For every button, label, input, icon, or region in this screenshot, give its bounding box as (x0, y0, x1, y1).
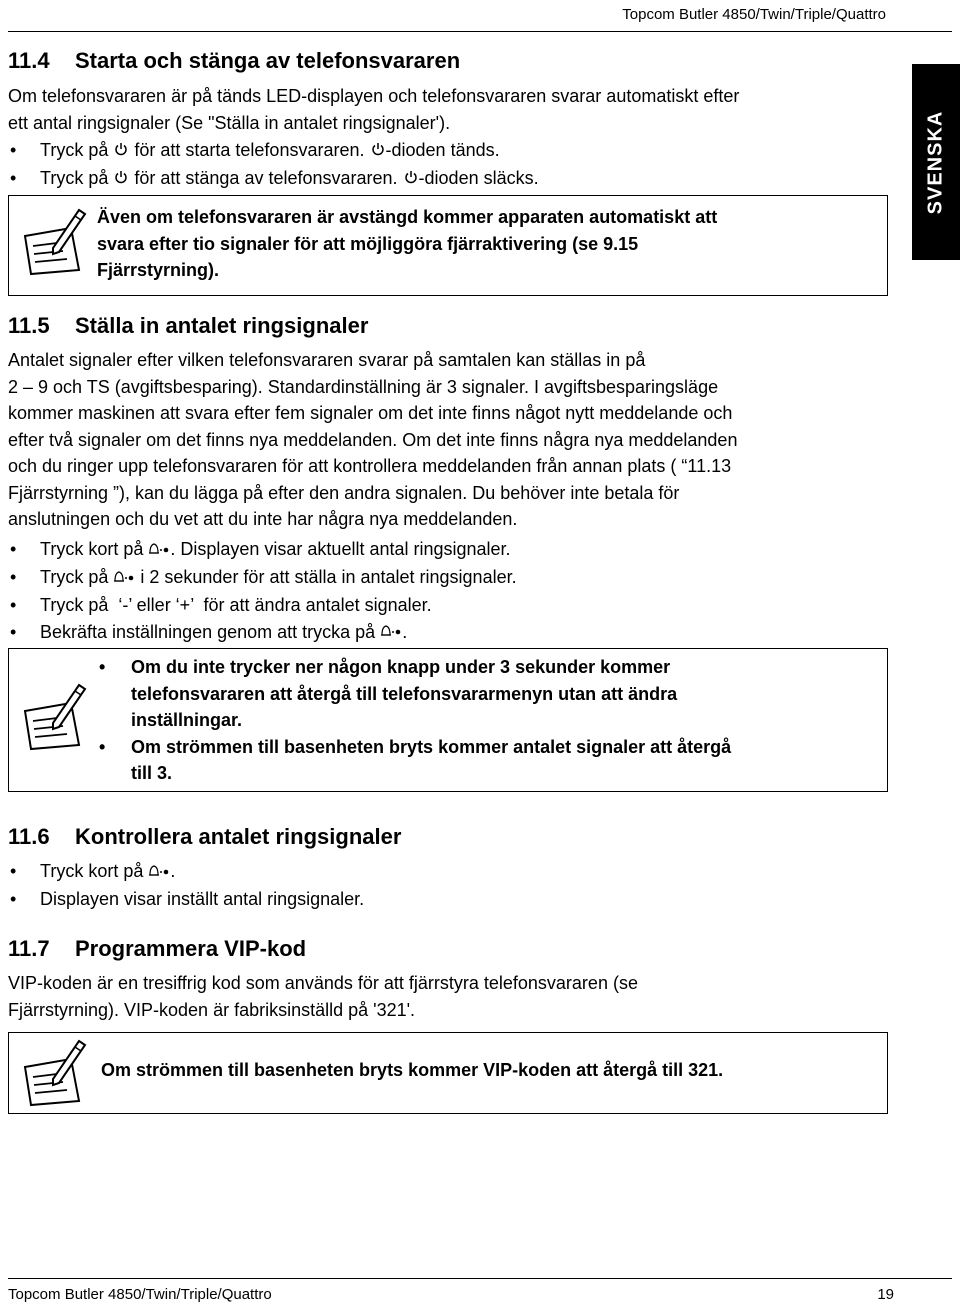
note-text (97, 654, 731, 787)
power-icon (370, 138, 386, 165)
section-11-4-heading (8, 48, 460, 74)
step-text: för att stänga av telefonsvararen. (134, 167, 398, 188)
bullet: • (10, 566, 17, 587)
step-text: . Displayen visar aktuellt antal ringsignaler. (170, 539, 511, 559)
note-list (97, 654, 731, 787)
note-line: Om strömmen till basenheten bryts kommer antalet signaler att återgå (131, 736, 732, 757)
list-item (8, 886, 908, 913)
paragraph-line: VIP-koden är en tresiffrig kod som används för att fjärrstyra telefonsvararen (se (8, 973, 638, 993)
footer-divider (8, 1278, 952, 1279)
note-text (97, 204, 717, 284)
note-text (101, 1057, 723, 1084)
step-text: Tryck på (40, 167, 109, 188)
paragraph-line: kommer maskinen att svara efter fem signaler om det inte finns något nytt meddelande och (8, 403, 733, 423)
note-pen-icon (19, 683, 89, 751)
list-item (8, 592, 908, 619)
section-number: 11.5 (8, 313, 50, 338)
step-text: Tryck på (40, 140, 109, 160)
note-line: inställningar. (131, 710, 243, 730)
ring-bell-icon (113, 565, 135, 592)
paragraph-line: Fjärrstyrning). VIP-koden är fabriksinställd på '321'. (8, 999, 416, 1020)
section-title: Starta och stänga av telefonsvararen (75, 48, 461, 73)
bullet: • (10, 140, 17, 160)
ring-bell-icon (148, 859, 170, 886)
step-text: -dioden tänds. (385, 140, 500, 160)
section-title: Ställa in antalet ringsignaler (75, 313, 369, 338)
section-11-5-heading (8, 313, 368, 339)
section-11-4-intro (8, 83, 908, 136)
section-11-7-body (8, 970, 908, 1023)
note-line: till 3. (131, 763, 173, 783)
list-item (8, 536, 908, 564)
power-icon (403, 166, 419, 193)
list-item (8, 858, 908, 886)
section-11-7-heading (8, 936, 306, 962)
bullet: • (10, 539, 17, 559)
step-text: Tryck på ‘-’ eller ‘+’ för att ändra antalet signaler. (40, 594, 432, 615)
note-line: Om strömmen till basenheten bryts kommer VIP-koden att återgå till 321. (101, 1060, 724, 1080)
note-line: Fjärrstyrning). (97, 260, 220, 280)
note-line: Om du inte trycker ner någon knapp under 3 sekunder kommer (131, 657, 671, 677)
power-icon (113, 138, 129, 165)
step-text: Bekräfta inställningen genom att trycka på (40, 621, 376, 642)
paragraph-line: 2 – 9 och TS (avgiftsbesparing). Standardinställning är 3 signaler. I avgiftsbesparingsläge (8, 376, 719, 397)
ring-bell-icon (380, 619, 402, 646)
paragraph-line: anslutningen och du vet att du inte har några nya meddelanden. (8, 509, 518, 529)
note-list-item (97, 734, 731, 787)
bullet: • (99, 657, 106, 677)
note-pen-icon (19, 1039, 89, 1107)
list-item (8, 165, 908, 193)
header-divider (8, 31, 952, 32)
paragraph-line: ett antal ringsignaler (Se "Ställa in antalet ringsignaler'). (8, 112, 451, 133)
running-footer: Topcom Butler 4850/Twin/Triple/Quattro (8, 1286, 272, 1303)
section-number: 11.7 (8, 936, 50, 961)
step-text: Displayen visar inställt antal ringsignaler. (40, 888, 365, 909)
step-text: -dioden släcks. (418, 167, 539, 188)
language-tab (912, 64, 960, 260)
step-text: . (402, 621, 408, 642)
section-11-6-steps (8, 858, 908, 913)
note-line: telefonsvararen att återgå till telefonsvararmenyn utan att ändra (131, 683, 678, 704)
bullet: • (10, 861, 17, 881)
bullet: • (10, 594, 17, 615)
paragraph-line: Antalet signaler efter vilken telefonsvararen svarar på samtalen kan ställas in på (8, 350, 646, 370)
step-text: Tryck på (40, 566, 109, 587)
section-title: Programmera VIP-kod (75, 936, 307, 961)
list-item (8, 137, 908, 165)
note-box (8, 195, 888, 296)
note-box (8, 1032, 888, 1114)
power-icon (113, 166, 129, 193)
bullet: • (10, 621, 17, 642)
bullet: • (10, 167, 17, 188)
note-line: Även om telefonsvararen är avstängd kommer apparaten automatiskt att (97, 207, 718, 227)
section-number: 11.6 (8, 824, 50, 849)
list-item (8, 619, 908, 647)
section-11-4-steps (8, 137, 908, 193)
section-11-6-heading (8, 824, 401, 850)
note-box (8, 648, 888, 792)
note-list-item (97, 654, 731, 734)
step-text: i 2 sekunder för att ställa in antalet ringsignaler. (140, 566, 517, 587)
ring-bell-icon (148, 537, 170, 564)
section-title: Kontrollera antalet ringsignaler (75, 824, 402, 849)
language-tab-label: SVENSKA (924, 110, 947, 214)
section-number: 11.4 (8, 48, 50, 73)
paragraph-line: Fjärrstyrning ”), kan du lägga på efter den andra signalen. Du behöver inte betala för (8, 482, 680, 503)
paragraph-line: efter två signaler om det finns nya meddelanden. Om det inte finns några nya meddelanden (8, 429, 738, 450)
bullet: • (99, 736, 106, 757)
step-text: för att starta telefonsvararen. (134, 140, 365, 160)
running-header: Topcom Butler 4850/Twin/Triple/Quattro (622, 6, 886, 23)
note-line: svara efter tio signaler för att möjliggöra fjärraktivering (se 9.15 (97, 233, 639, 254)
paragraph-line: Om telefonsvararen är på tänds LED-displayen och telefonsvararen svarar automatiskt efter (8, 86, 740, 106)
paragraph-line: och du ringer upp telefonsvararen för att kontrollera meddelanden från annan plats ( “11.13 (8, 456, 732, 476)
section-11-5-steps (8, 536, 908, 646)
step-text: Tryck kort på (40, 539, 144, 559)
step-text: . (170, 861, 176, 881)
step-text: Tryck kort på (40, 861, 144, 881)
section-11-5-body (8, 347, 908, 533)
note-pen-icon (19, 208, 89, 276)
page-number: 19 (877, 1286, 894, 1303)
bullet: • (10, 888, 17, 909)
list-item (8, 564, 908, 592)
